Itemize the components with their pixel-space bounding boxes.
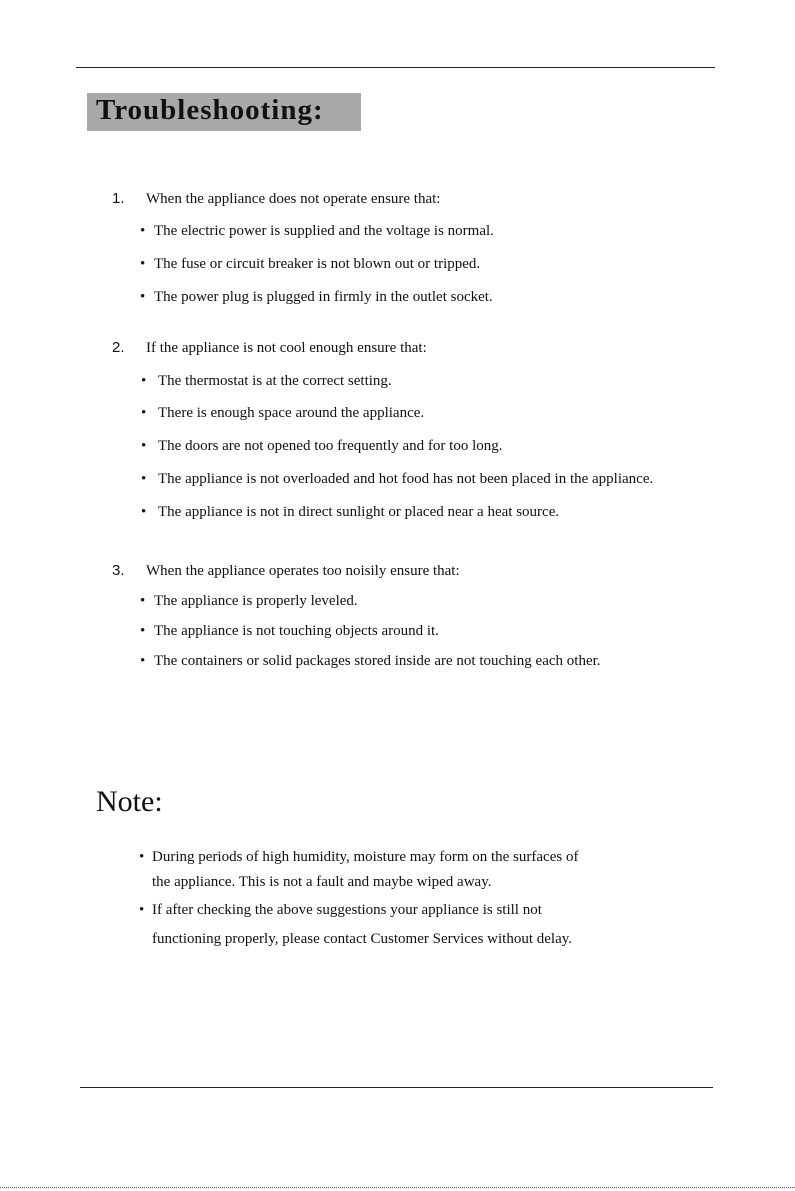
note-item-line: the appliance. This is not a fault and maybe wiped away. (152, 874, 492, 890)
bullet: • (140, 593, 146, 609)
bullet: • (141, 471, 147, 487)
bullet: • (140, 289, 146, 305)
bullet: • (140, 623, 146, 639)
list-item: The containers or solid packages stored inside are not touching each other. (154, 653, 601, 669)
list-item: The appliance is not in direct sunlight or placed near a heat source. (158, 504, 560, 520)
note-item-line: During periods of high humidity, moisture may form on the surfaces of (152, 849, 579, 865)
bullet: • (141, 373, 147, 389)
list-item: The appliance is properly leveled. (154, 593, 358, 609)
section-heading: When the appliance operates too noisily ensure that: (146, 563, 460, 579)
title-banner (87, 93, 361, 131)
list-item: There is enough space around the appliance. (158, 405, 425, 421)
list-item: The electric power is supplied and the voltage is normal. (154, 223, 494, 239)
page-title: Troubleshooting: (96, 94, 324, 126)
section-heading: If the appliance is not cool enough ensure that: (146, 340, 427, 356)
bullet: • (140, 223, 146, 239)
list-item: The thermostat is at the correct setting. (158, 373, 392, 389)
note-item-line: If after checking the above suggestions your appliance is still not (152, 902, 542, 918)
note-item-line: functioning properly, please contact Customer Services without delay. (152, 931, 573, 947)
section-number: 1. (112, 190, 125, 207)
note-title: Note: (96, 785, 163, 818)
section-heading: When the appliance does not operate ensure that: (146, 191, 441, 207)
bottom-rule (80, 1087, 713, 1088)
page-edge-rule (0, 1187, 795, 1188)
bullet: • (141, 405, 147, 421)
top-rule (76, 67, 715, 68)
list-item: The appliance is not touching objects around it. (154, 623, 439, 639)
list-item: The fuse or circuit breaker is not blown out or tripped. (154, 256, 481, 272)
bullet: • (141, 504, 147, 520)
list-item: The appliance is not overloaded and hot food has not been placed in the appliance. (158, 471, 654, 487)
section-number: 2. (112, 339, 125, 356)
list-item: The doors are not opened too frequently and for too long. (158, 438, 503, 454)
bullet: • (140, 256, 146, 272)
bullet: • (139, 849, 145, 865)
bullet: • (140, 653, 146, 669)
bullet: • (139, 902, 145, 918)
list-item: The power plug is plugged in firmly in the outlet socket. (154, 289, 493, 305)
bullet: • (141, 438, 147, 454)
section-number: 3. (112, 562, 125, 579)
